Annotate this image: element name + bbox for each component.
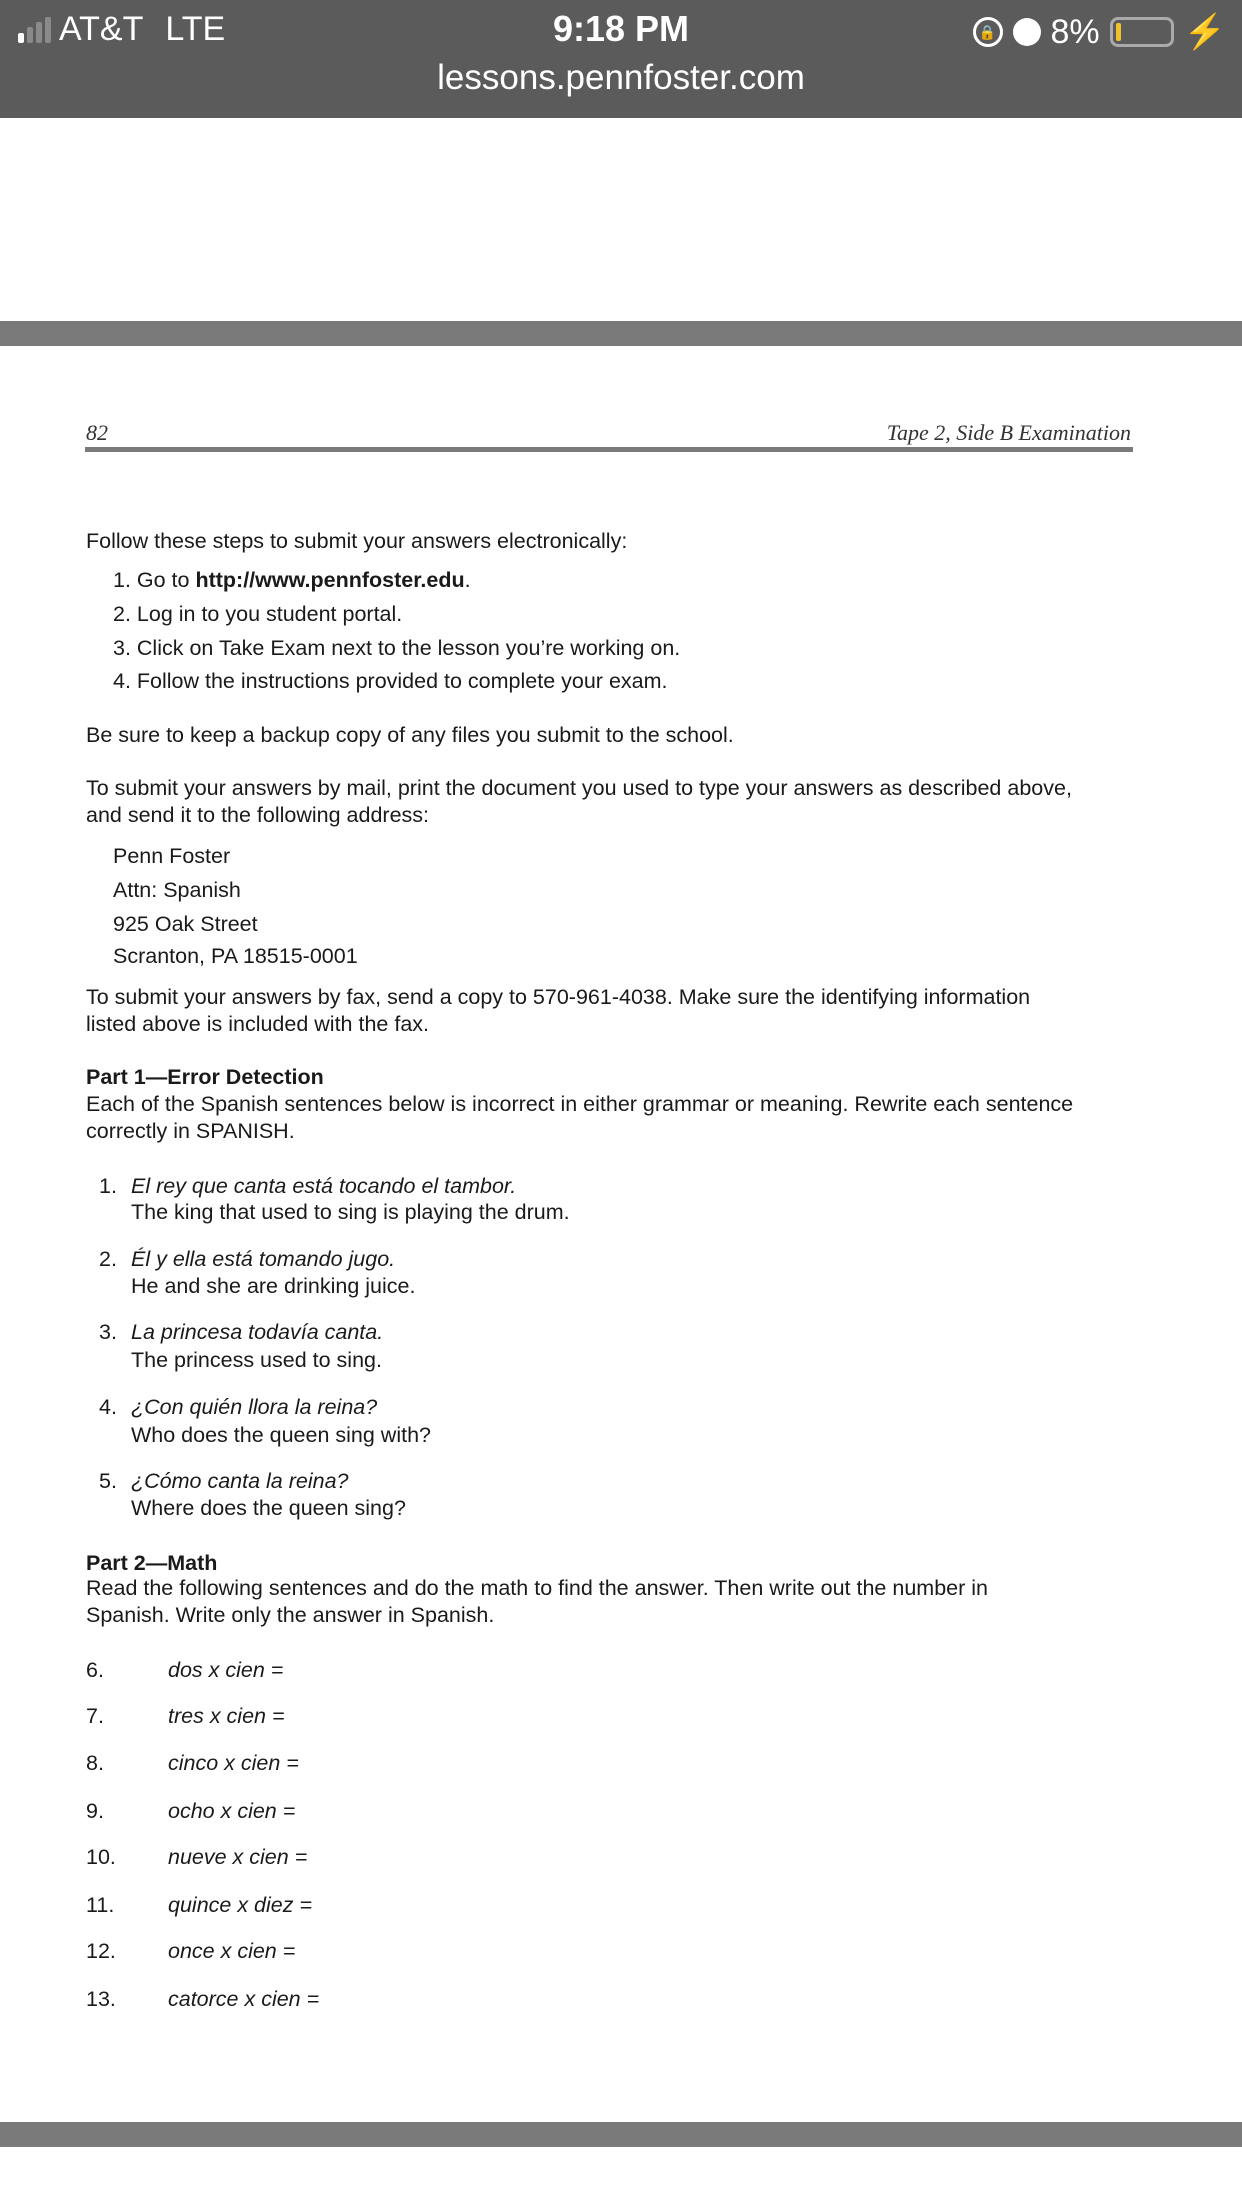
step-suffix: . [464, 568, 471, 592]
math-expression: quince x diez = [168, 1893, 313, 1917]
math-expression: nueve x cien = [168, 1845, 308, 1869]
part2-instructions: Spanish. Write only the answer in Spanish. [86, 1603, 495, 1627]
battery-percent: 8% [1050, 12, 1100, 51]
item-number: 2. [99, 1247, 117, 1271]
item-number: 5. [99, 1469, 117, 1493]
spanish-sentence: ¿Cómo canta la reina? [131, 1469, 349, 1493]
math-expression: tres x cien = [168, 1704, 285, 1728]
math-expression: dos x cien = [168, 1658, 284, 1682]
item-number: 6. [86, 1658, 104, 1682]
intro: Follow these steps to submit your answers electronically: [86, 529, 628, 553]
page-separator [0, 321, 1242, 346]
item-number: 7. [86, 1704, 104, 1728]
item-number: 13. [86, 1987, 116, 2011]
math-expression: catorce x cien = [168, 1987, 320, 2011]
address-line: Penn Foster [113, 844, 231, 868]
address-line: 925 Oak Street [113, 912, 258, 936]
header-rule [85, 447, 1133, 452]
item-number: 9. [86, 1799, 104, 1823]
part2-title: Part 2—Math [86, 1551, 218, 1575]
item-number: 3. [99, 1320, 117, 1344]
backup-note: Be sure to keep a backup copy of any files you submit to the school. [86, 723, 734, 747]
part1-instructions: Each of the Spanish sentences below is incorrect in either grammar or meaning. Rewrite each sentence [86, 1092, 1074, 1116]
charging-icon: ⚡ [1183, 13, 1226, 51]
step-prefix: 1. Go to [113, 568, 196, 592]
math-expression: ocho x cien = [168, 1799, 296, 1823]
status-bar [0, 0, 1242, 118]
address-line: Attn: Spanish [113, 878, 241, 902]
rotation-lock-icon: 🔒 [973, 17, 1003, 47]
step-4: 4. Follow the instructions provided to complete your exam. [113, 669, 668, 693]
part2-instructions: Read the following sentences and do the math to find the answer. Then write out the number in [86, 1576, 988, 1600]
url-bar[interactable]: lessons.pennfoster.com [437, 58, 805, 97]
math-expression: cinco x cien = [168, 1751, 299, 1775]
item-number: 1. [99, 1174, 117, 1198]
battery-icon [1110, 17, 1174, 47]
step-2: 2. Log in to you student portal. [113, 602, 403, 626]
english-sentence: The princess used to sing. [131, 1348, 382, 1372]
english-sentence: Who does the queen sing with? [131, 1423, 432, 1447]
page-number: 82 [86, 420, 108, 445]
alarm-icon [1013, 18, 1041, 46]
item-number: 11. [86, 1893, 115, 1917]
mail-text: and send it to the following address: [86, 803, 430, 827]
pennfoster-link[interactable]: http://www.pennfoster.edu [195, 568, 465, 592]
item-number: 12. [86, 1939, 116, 1963]
network-type: LTE [165, 10, 226, 48]
english-sentence: He and she are drinking juice. [131, 1274, 416, 1298]
mail-text: To submit your answers by mail, print the document you used to type your answers as described above, [86, 776, 1072, 800]
part1-instructions: correctly in SPANISH. [86, 1119, 295, 1143]
item-number: 8. [86, 1751, 104, 1775]
spanish-sentence: ¿Con quién llora la reina? [131, 1395, 378, 1419]
running-title: Tape 2, Side B Examination [886, 420, 1131, 445]
part1-title: Part 1—Error Detection [86, 1065, 324, 1089]
clock: 9:18 PM [552, 8, 690, 49]
page-separator [0, 2122, 1242, 2147]
spanish-sentence: La princesa todavía canta. [131, 1320, 384, 1344]
fax-text: listed above is included with the fax. [86, 1012, 430, 1036]
spanish-sentence: Él y ella está tomando jugo. [131, 1247, 396, 1271]
item-number: 4. [99, 1395, 117, 1419]
address-line: Scranton, PA 18515-0001 [113, 944, 358, 968]
fax-text: To submit your answers by fax, send a copy to 570-961-4038. Make sure the identifying information [86, 985, 1031, 1009]
spanish-sentence: El rey que canta está tocando el tambor. [131, 1174, 517, 1198]
step-3: 3. Click on Take Exam next to the lesson you’re working on. [113, 636, 681, 660]
english-sentence: Where does the queen sing? [131, 1496, 406, 1520]
item-number: 10. [86, 1845, 116, 1869]
step-1 [113, 567, 471, 593]
english-sentence: The king that used to sing is playing the drum. [131, 1200, 570, 1224]
math-expression: once x cien = [168, 1939, 296, 1963]
carrier-name: AT&T [59, 10, 144, 48]
